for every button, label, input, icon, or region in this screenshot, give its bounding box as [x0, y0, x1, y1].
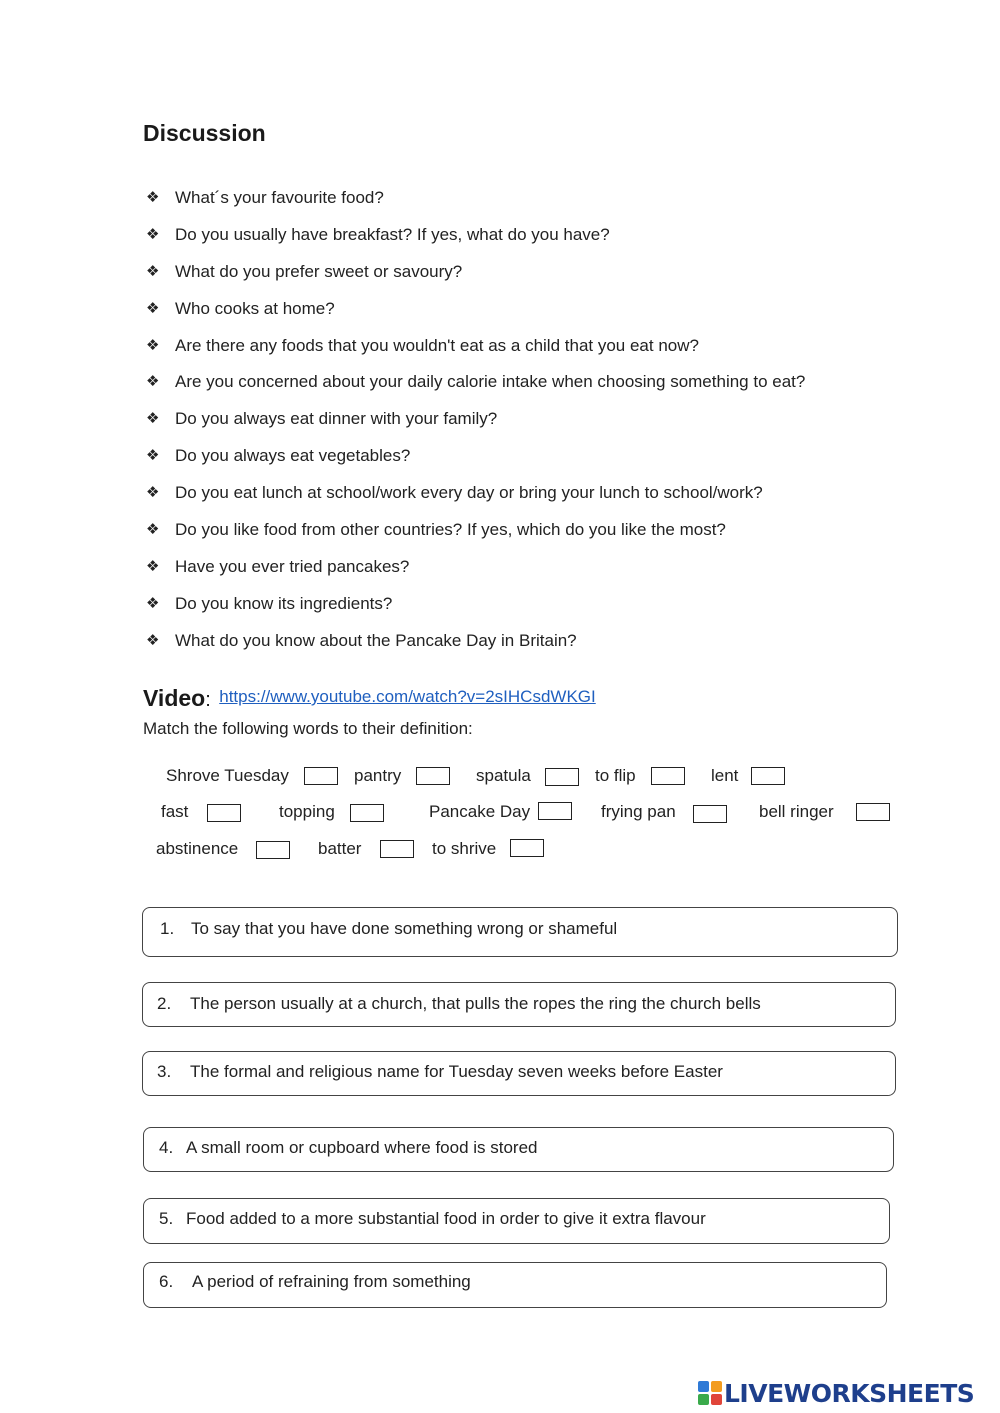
- definition-text: The formal and religious name for Tuesday seven weeks before Easter: [190, 1062, 723, 1081]
- match-instruction: Match the following words to their definition:: [143, 719, 473, 738]
- question-text: Are you concerned about your daily calorie intake when choosing something to eat?: [175, 372, 806, 392]
- definition-text: The person usually at a church, that pulls the ropes the ring the church bells: [190, 994, 761, 1013]
- question-text: Do you always eat dinner with your family?: [175, 409, 498, 429]
- definition-text: To say that you have done something wrong or shameful: [191, 919, 618, 938]
- answer-box-lent[interactable]: [751, 767, 785, 785]
- definition-number: 2.: [157, 994, 172, 1013]
- list-item: [146, 480, 906, 517]
- definition-box-3: [142, 1051, 896, 1096]
- answer-box-pantry[interactable]: [416, 767, 450, 785]
- word-lent: lent: [711, 766, 739, 785]
- word-pancake-day: Pancake Day: [429, 802, 531, 821]
- definition-box-2: [142, 982, 896, 1027]
- discussion-question-list: [146, 185, 906, 665]
- four-diamond-bullet-icon: ❖: [146, 594, 160, 612]
- question-text: Have you ever tried pancakes?: [175, 556, 410, 576]
- list-item: [146, 591, 906, 628]
- answer-box-to-flip[interactable]: [651, 767, 685, 785]
- four-diamond-bullet-icon: ❖: [146, 373, 160, 391]
- list-item: [146, 222, 906, 259]
- four-diamond-bullet-icon: ❖: [146, 631, 160, 649]
- list-item: [146, 259, 906, 296]
- word-frying-pan: frying pan: [601, 802, 676, 821]
- list-item: [146, 517, 906, 554]
- video-link[interactable]: https://www.youtube.com/watch?v=2sIHCsdWKGI: [219, 687, 596, 706]
- word-to-shrive: to shrive: [432, 839, 497, 858]
- list-item: [146, 554, 906, 591]
- definition-box-4: [143, 1127, 894, 1172]
- liveworksheets-logo: [697, 1378, 974, 1408]
- video-section: [143, 685, 596, 712]
- list-item: [146, 185, 906, 222]
- four-diamond-bullet-icon: ❖: [146, 447, 160, 465]
- question-text: Are there any foods that you wouldn't eat as a child that you eat now?: [175, 335, 699, 355]
- definition-number: 6.: [159, 1272, 174, 1291]
- definition-number: 3.: [157, 1062, 172, 1081]
- list-item: [146, 296, 906, 333]
- word-shrove-tuesday: Shrove Tuesday: [166, 766, 289, 785]
- list-item: [146, 628, 906, 665]
- four-diamond-bullet-icon: ❖: [146, 557, 160, 575]
- four-diamond-bullet-icon: ❖: [146, 521, 160, 539]
- question-text: Do you usually have breakfast? If yes, what do you have?: [175, 224, 610, 244]
- question-text: What do you prefer sweet or savoury?: [175, 261, 463, 281]
- word-abstinence: abstinence: [156, 839, 239, 858]
- answer-box-spatula[interactable]: [545, 768, 579, 786]
- list-item: [146, 333, 906, 370]
- answer-box-batter[interactable]: [380, 840, 414, 858]
- word-bell-ringer: bell ringer: [759, 802, 834, 821]
- answer-box-to-shrive[interactable]: [510, 839, 544, 857]
- definition-number: 4.: [159, 1138, 174, 1157]
- definition-box-6: [143, 1262, 887, 1308]
- list-item: [146, 443, 906, 480]
- answer-box-abstinence[interactable]: [256, 841, 290, 859]
- question-text: Who cooks at home?: [175, 298, 335, 318]
- answer-box-pancake-day[interactable]: [538, 802, 572, 820]
- answer-box-shrove-tuesday[interactable]: [304, 767, 338, 785]
- word-pantry: pantry: [354, 766, 402, 785]
- definition-text: A small room or cupboard where food is stored: [186, 1138, 538, 1157]
- question-text: Do you always eat vegetables?: [175, 446, 411, 466]
- discussion-heading: Discussion: [143, 120, 266, 146]
- answer-box-fast[interactable]: [207, 804, 241, 822]
- definition-number: 1.: [160, 919, 175, 938]
- four-diamond-bullet-icon: ❖: [146, 299, 160, 317]
- logo-text: LIVEWORKSHEETS: [724, 1378, 975, 1408]
- definition-number: 5.: [159, 1209, 174, 1228]
- video-colon: :: [205, 689, 211, 711]
- question-text: Do you like food from other countries? If yes, which do you like the most?: [175, 520, 726, 540]
- answer-box-topping[interactable]: [350, 804, 384, 822]
- four-diamond-bullet-icon: ❖: [146, 262, 160, 280]
- four-diamond-bullet-icon: ❖: [146, 336, 160, 354]
- answer-box-bell-ringer[interactable]: [856, 803, 890, 821]
- answer-box-frying-pan[interactable]: [693, 805, 727, 823]
- four-diamond-bullet-icon: ❖: [146, 225, 160, 243]
- four-diamond-bullet-icon: ❖: [146, 484, 160, 502]
- four-diamond-bullet-icon: ❖: [146, 189, 160, 206]
- definition-text: A period of refraining from something: [192, 1272, 471, 1291]
- list-item: [146, 369, 906, 406]
- word-batter: batter: [318, 839, 362, 858]
- question-text: What do you know about the Pancake Day in Britain?: [175, 630, 577, 650]
- word-topping: topping: [279, 802, 335, 821]
- word-spatula: spatula: [476, 766, 531, 785]
- definition-box-5: [143, 1198, 890, 1244]
- question-text: Do you know its ingredients?: [175, 593, 393, 613]
- liveworksheets-logo-icon: [697, 1380, 723, 1406]
- list-item: [146, 406, 906, 443]
- four-diamond-bullet-icon: ❖: [146, 410, 160, 428]
- question-text: What´s your favourite food?: [175, 188, 384, 207]
- word-fast: fast: [161, 802, 189, 821]
- word-to-flip: to flip: [595, 766, 636, 785]
- definition-box-1: [142, 907, 898, 957]
- question-text: Do you eat lunch at school/work every day or bring your lunch to school/work?: [175, 483, 763, 503]
- video-label: Video: [143, 685, 206, 711]
- definition-text: Food added to a more substantial food in order to give it extra flavour: [186, 1209, 706, 1228]
